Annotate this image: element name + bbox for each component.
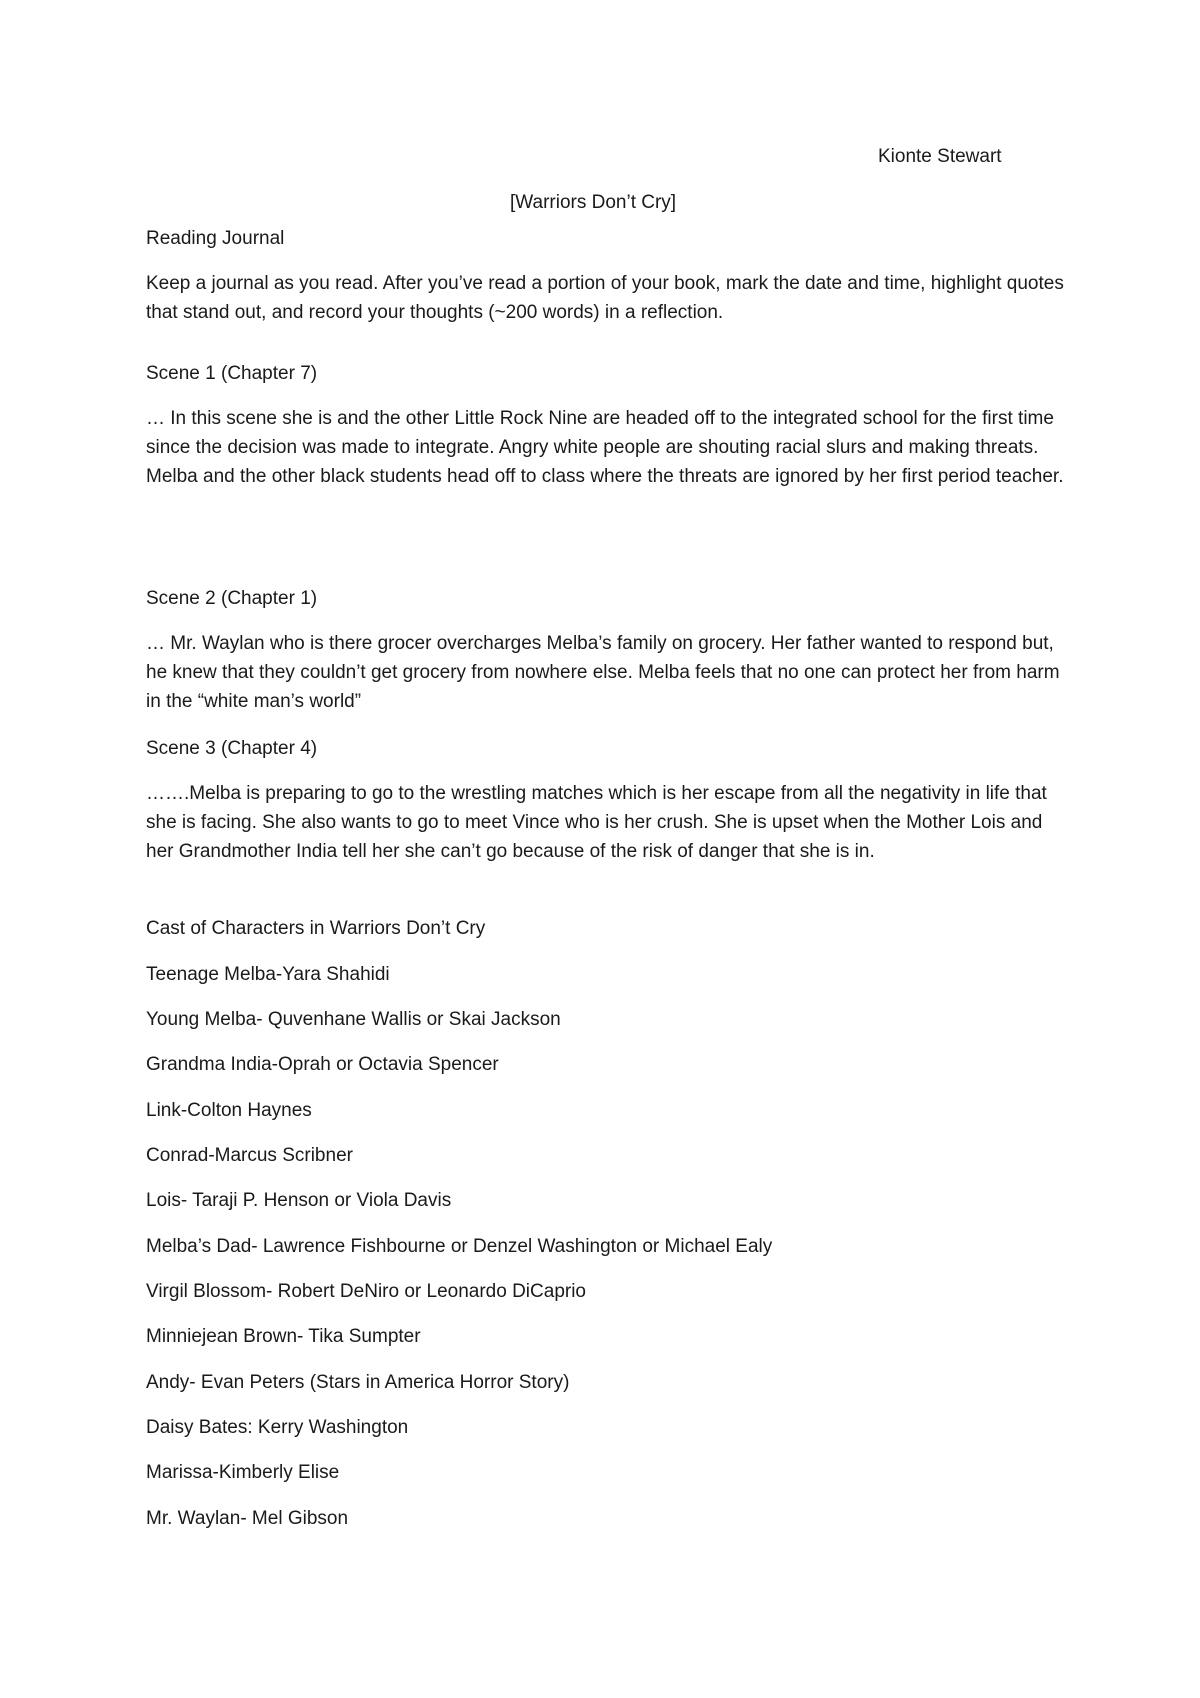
cast-item: Link-Colton Haynes — [146, 1100, 312, 1121]
cast-item: Andy- Evan Peters (Stars in America Horror Story) — [146, 1372, 570, 1393]
cast-item: Teenage Melba-Yara Shahidi — [146, 964, 390, 985]
journal-heading: Reading Journal — [146, 228, 285, 249]
scene-2-label: Scene 2 (Chapter 1) — [146, 588, 318, 609]
cast-heading: Cast of Characters in Warriors Don’t Cry — [146, 918, 486, 939]
journal-instructions: Keep a journal as you read. After you’ve read a portion of your book, mark the date and time, highlight quotes that stand out, and record your thoughts (~200 words) in a reflection. — [146, 273, 1064, 323]
scene-3-label: Scene 3 (Chapter 4) — [146, 738, 318, 759]
cast-item: Lois- Taraji P. Henson or Viola Davis — [146, 1190, 452, 1211]
cast-item: Grandma India-Oprah or Octavia Spencer — [146, 1054, 499, 1075]
scene-3-text: …….Melba is preparing to go to the wrestling matches which is her escape from all the negativity in life that she is facing. She also wants to go to meet Vince who is her crush. She is upset when the Mother Lois and her Grandmother India tell her she can’t go because of the risk of danger that she is in. — [146, 783, 1047, 862]
cast-item: Conrad-Marcus Scribner — [146, 1145, 353, 1166]
cast-item: Marissa-Kimberly Elise — [146, 1462, 340, 1483]
cast-item: Minniejean Brown- Tika Sumpter — [146, 1326, 421, 1347]
document-title: [Warriors Don’t Cry] — [510, 192, 677, 213]
scene-1-text: … In this scene she is and the other Little Rock Nine are headed off to the integrated school for the first time since the decision was made to integrate. Angry white people are shouting racial slurs and making threats. Melba and the other black students head off to class where the threats are ignored by her first period teacher. — [146, 408, 1064, 487]
cast-item: Daisy Bates: Kerry Washington — [146, 1417, 409, 1438]
cast-item: Virgil Blossom- Robert DeNiro or Leonardo DiCaprio — [146, 1281, 586, 1302]
author-name: Kionte Stewart — [878, 146, 1002, 167]
cast-item: Young Melba- Quvenhane Wallis or Skai Jackson — [146, 1009, 561, 1030]
cast-item: Mr. Waylan- Mel Gibson — [146, 1508, 349, 1529]
scene-2-text: … Mr. Waylan who is there grocer overcharges Melba’s family on grocery. Her father wanted to respond but, he knew that they couldn’t get grocery from nowhere else. Melba feels that no one can protect her from harm in the “white man’s world” — [146, 633, 1060, 712]
scene-1-label: Scene 1 (Chapter 7) — [146, 363, 318, 384]
cast-item: Melba’s Dad- Lawrence Fishbourne or Denzel Washington or Michael Ealy — [146, 1236, 773, 1257]
